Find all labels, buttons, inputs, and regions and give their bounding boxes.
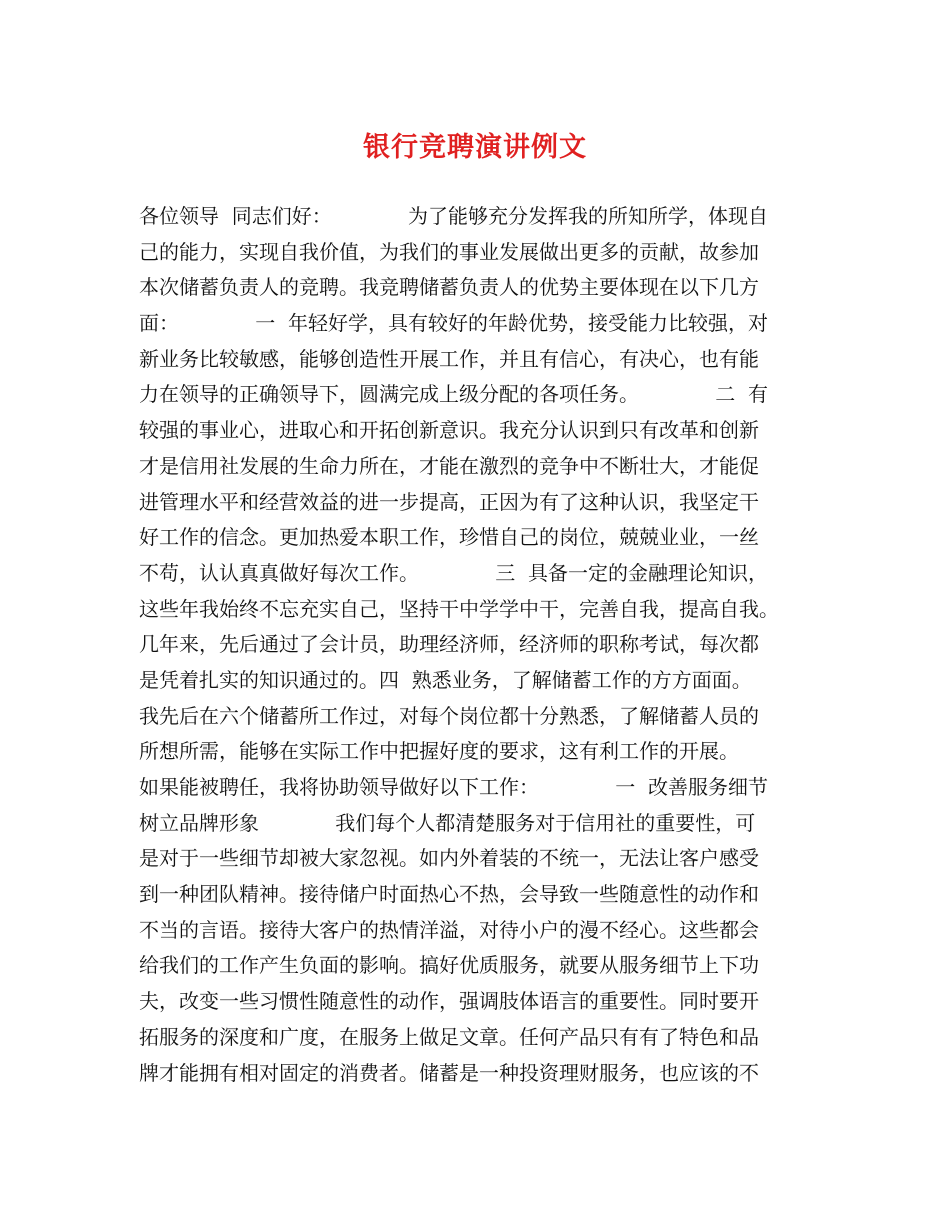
body-line: 我先后在六个储蓄所工作过，对每个岗位都十分熟悉，了解储蓄人员的 bbox=[139, 703, 759, 728]
body-line: 给我们的工作产生负面的影响。搞好优质服务，就要从服务细节上下功 bbox=[139, 953, 759, 978]
document-body bbox=[139, 199, 829, 1091]
body-line: 这些年我始终不忘充实自己，坚持干中学学中干，完善自我，提高自我。 bbox=[139, 596, 779, 621]
body-line: 不苟，认认真真做好每次工作。 三 具备一定的金融理论知识， bbox=[139, 560, 769, 585]
body-line: 如果能被聘任，我将协助领导做好以下工作： 一 改善服务细节 bbox=[139, 775, 769, 799]
body-line: 新业务比较敏感，能够创造性开展工作，并且有信心，有决心，也有能 bbox=[139, 346, 759, 371]
body-line: 面： 一 年轻好学，具有较好的年龄优势，接受能力比较强，对 bbox=[139, 311, 769, 336]
body-line: 好工作的信念。更加热爱本职工作，珍惜自己的岗位，兢兢业业，一丝 bbox=[139, 525, 759, 550]
body-line: 夫，改变一些习惯性随意性的动作，强调肢体语言的重要性。同时要开 bbox=[139, 989, 759, 1014]
body-line: 己的能力，实现自我价值，为我们的事业发展做出更多的贡献，故参加 bbox=[139, 239, 759, 264]
body-line: 所想所需，能够在实际工作中把握好度的要求，这有利工作的开展。 bbox=[139, 739, 739, 764]
body-line: 进管理水平和经营效益的进一步提高，正因为有了这种认识，我坚定干 bbox=[139, 489, 759, 514]
body-line: 不当的言语。接待大客户的热情洋溢，对待小户的漫不经心。这些都会 bbox=[139, 917, 759, 942]
body-line: 较强的事业心，进取心和开拓创新意识。我充分认识到只有改革和创新 bbox=[139, 418, 759, 443]
body-line: 力在领导的正确领导下，圆满完成上级分配的各项任务。 二 有 bbox=[139, 382, 769, 407]
body-line: 树立品牌形象 我们每个人都清楚服务对于信用社的重要性，可 bbox=[139, 810, 756, 835]
body-line: 各位领导 同志们好： 为了能够充分发挥我的所知所学，体现自 bbox=[139, 204, 769, 228]
body-line: 才是信用社发展的生命力所在，才能在激烈的竞争中不断壮大，才能促 bbox=[139, 453, 759, 478]
body-line: 拓服务的深度和广度，在服务上做足文章。任何产品只有有了特色和品 bbox=[139, 1024, 759, 1049]
body-line: 本次储蓄负责人的竞聘。我竞聘储蓄负责人的优势主要体现在以下几方 bbox=[139, 275, 759, 300]
body-line: 牌才能拥有相对固定的消费者。储蓄是一种投资理财服务，也应该的不 bbox=[139, 1060, 759, 1085]
document-title: 银行竞聘演讲例文 bbox=[363, 132, 587, 163]
body-line: 是凭着扎实的知识通过的。四 熟悉业务，了解储蓄工作的方方面面。 bbox=[139, 667, 752, 692]
body-line: 是对于一些细节却被大家忽视。如内外着装的不统一，无法让客户感受 bbox=[139, 846, 759, 871]
body-line: 几年来，先后通过了会计员，助理经济师，经济师的职称考试，每次都 bbox=[139, 632, 759, 657]
body-line: 到一种团队精神。接待储户时面热心不热，会导致一些随意性的动作和 bbox=[139, 882, 759, 907]
